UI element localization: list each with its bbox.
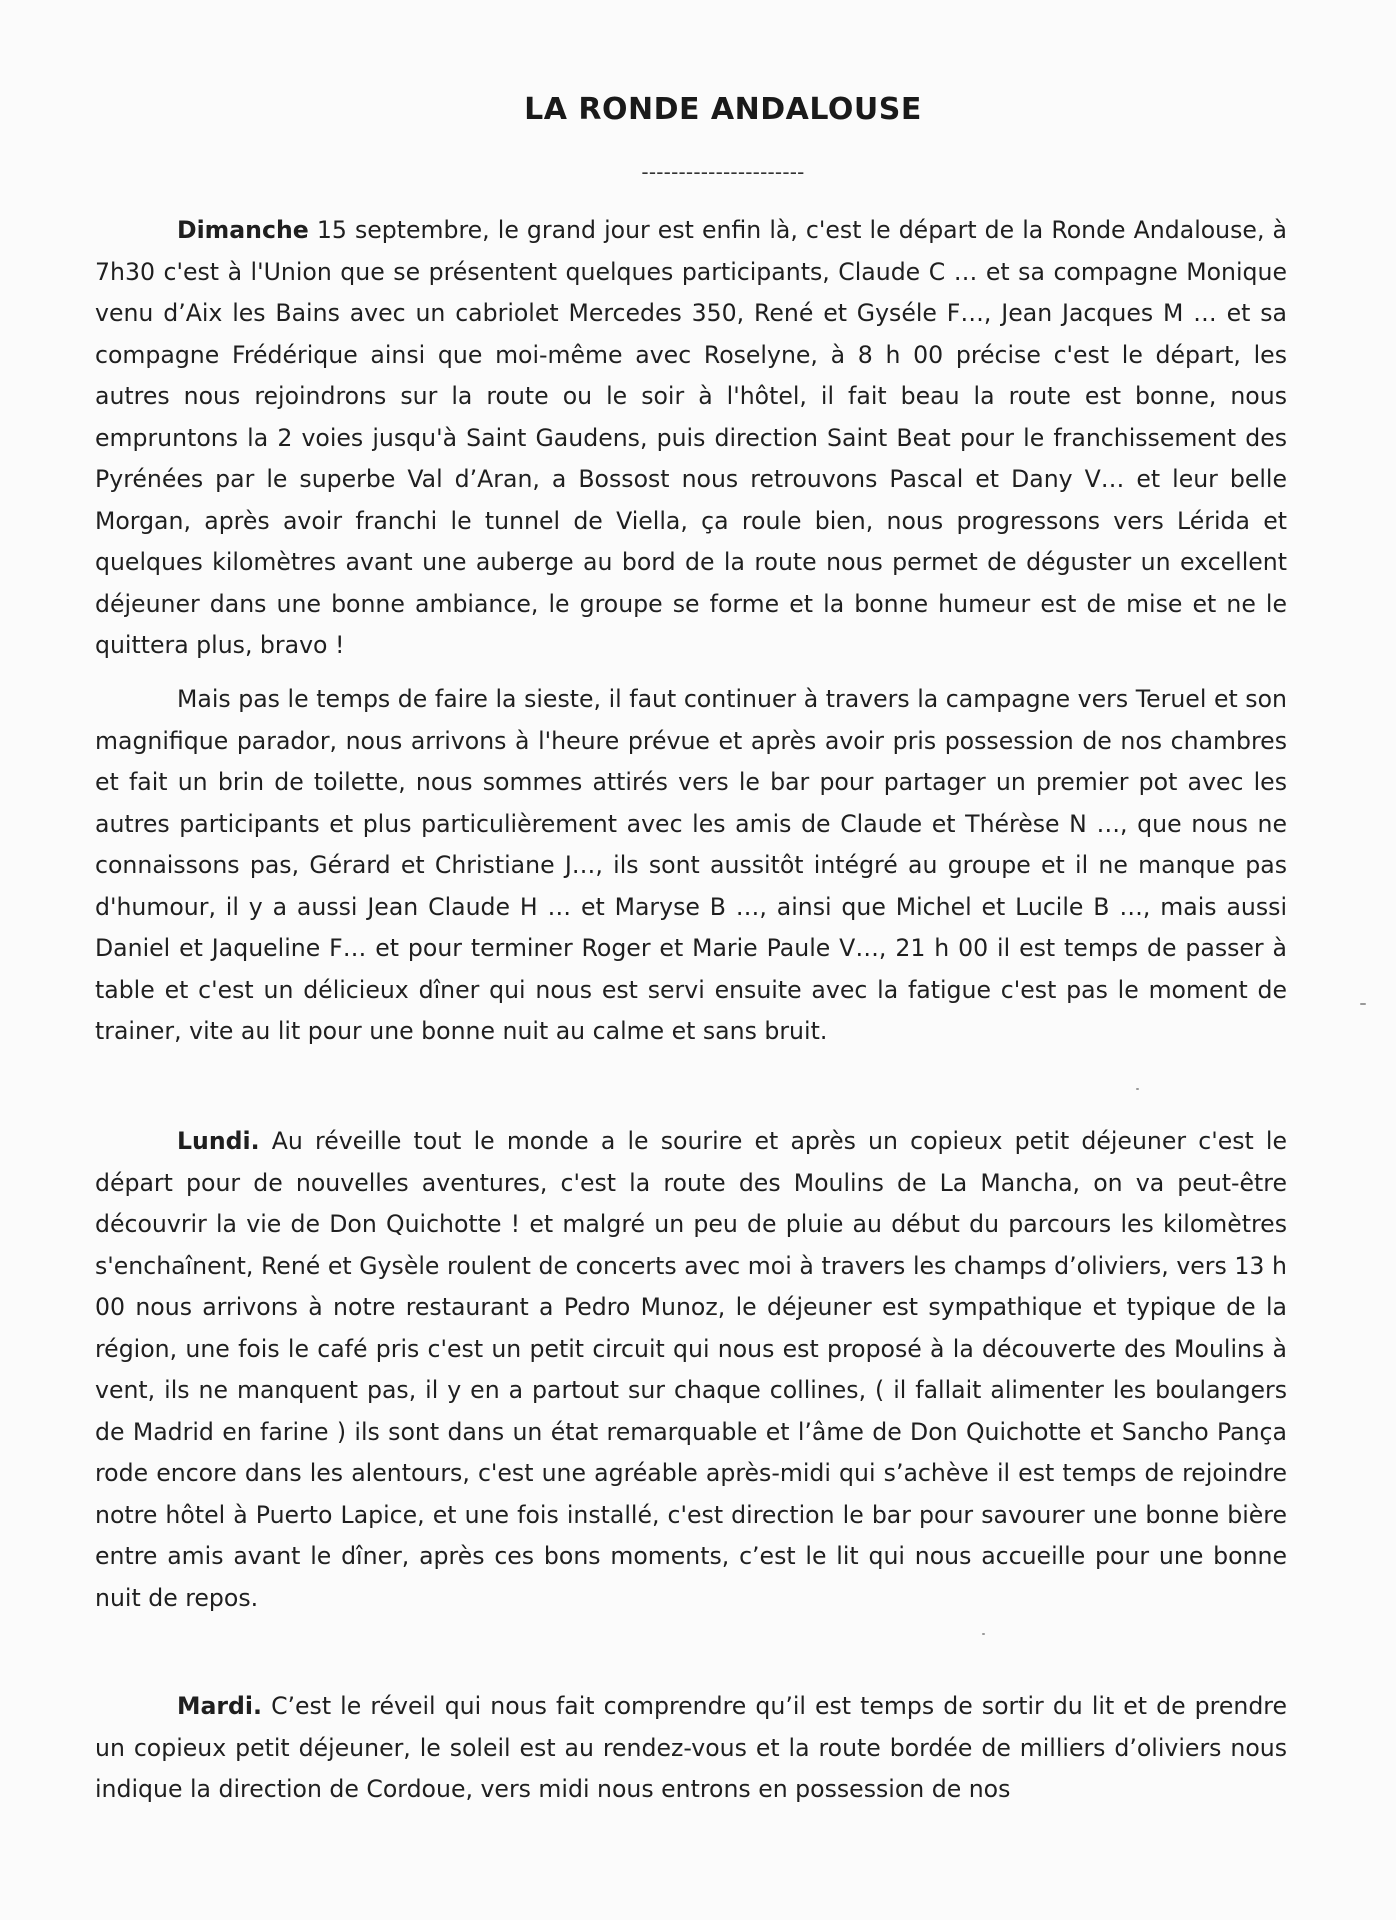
paragraph-teruel	[95, 679, 1287, 1053]
paragraph-dimanche	[95, 210, 1287, 667]
paragraph-text: Mais pas le temps de faire la sieste, il faut continuer à travers la campagne vers Teruel et son magnifique parador, nous arrivons à l'heure prévue et après avoir pris possession de nos chambres et fait un brin de toilette, nous sommes attirés vers le bar pour partager un premier pot avec les autres participants et plus particulièrement avec les amis de Claude et Thérèse N …, que nous ne connaissons pas, Gérard et Christiane J…, ils sont aussitôt intégré au groupe et il ne manque pas d'humour, il y a aussi Jean Claude H … et Maryse B …, ainsi que Michel et Lucile B …, mais aussi Daniel et Jaqueline F… et pour terminer Roger et Marie Paule V…, 21 h 00 il est temps de passer à table et c'est un délicieux dîner qui nous est servi ensuite avec la fatigue c'est pas le moment de trainer, vite au lit pour une bonne nuit au calme et sans bruit.	[95, 685, 1287, 1045]
page-title: LA RONDE ANDALOUSE	[524, 92, 922, 127]
paragraph-mardi	[95, 1686, 1287, 1811]
paragraph-text: 15 septembre, le grand jour est enfin là, c'est le départ de la Ronde Andalouse, à 7h30 c'est à l'Union que se présentent quelques participants, Claude C … et sa compagne Monique venu d’Aix les Bains avec un cabriolet Mercedes 350, René et Gyséle F…, Jean Jacques M … et sa compagne Frédérique ainsi que moi-même avec Roselyne, à 8 h 00 précise c'est le départ, les autres nous rejoindrons sur la route ou le soir à l'hôtel, il fait beau la route est bonne, nous empruntons la 2 voies jusqu'à Saint Gaudens, puis direction Saint Beat pour le franchissement des Pyrénées par le superbe Val d’Aran, a Bossost nous retrouvons Pascal et Dany V… et leur belle Morgan, après avoir franchi le tunnel de Viella, ça roule bien, nous progressons vers Lérida et quelques kilomètres avant une auberge au bord de la route nous permet de déguster un excellent déjeuner dans une bonne ambiance, le groupe se forme et la bonne humeur est de mise et ne le quittera plus, bravo !	[95, 216, 1287, 659]
paragraph-text: C’est le réveil qui nous fait comprendre qu’il est temps de sortir du lit et de prendre un copieux petit déjeuner, le soleil est au rendez-vous et la route bordée de milliers d’oliviers nous indique la direction de Cordoue, vers midi nous entrons en possession de nos	[95, 1692, 1287, 1803]
paragraph-lundi	[95, 1121, 1287, 1619]
day-heading: Dimanche	[177, 216, 309, 244]
scan-speck	[1136, 1088, 1139, 1090]
day-heading: Lundi.	[177, 1127, 260, 1155]
day-heading: Mardi.	[177, 1692, 262, 1720]
paragraph-text: Au réveille tout le monde a le sourire et après un copieux petit déjeuner c'est le départ pour de nouvelles aventures, c'est la route des Moulins de La Mancha, on va peut-être découvrir la vie de Don Quichotte ! et malgré un peu de pluie au début du parcours les kilomètres s'enchaînent, René et Gysèle roulent de concerts avec moi à travers les champs d’oliviers, vers 13 h 00 nous arrivons à notre restaurant a Pedro Munoz, le déjeuner est sympathique et typique de la région, une fois le café pris c'est un petit circuit qui nous est proposé à la découverte des Moulins à vent, ils ne manquent pas, il y en a partout sur chaque collines, ( il fallait alimenter les boulangers de Madrid en farine ) ils sont dans un état remarquable et l’âme de Don Quichotte et Sancho Pança rode encore dans les alentours, c'est une agréable après-midi qui s’achève il est temps de rejoindre notre hôtel à Puerto Lapice, et une fois installé, c'est direction le bar pour savourer une bonne bière entre amis avant le dîner, après ces bons moments, c’est le lit qui nous accueille pour une bonne nuit de repos.	[95, 1127, 1287, 1612]
scan-speck	[982, 1633, 985, 1635]
title-separator: ----------------------	[641, 160, 805, 184]
scan-speck	[1360, 1003, 1366, 1005]
